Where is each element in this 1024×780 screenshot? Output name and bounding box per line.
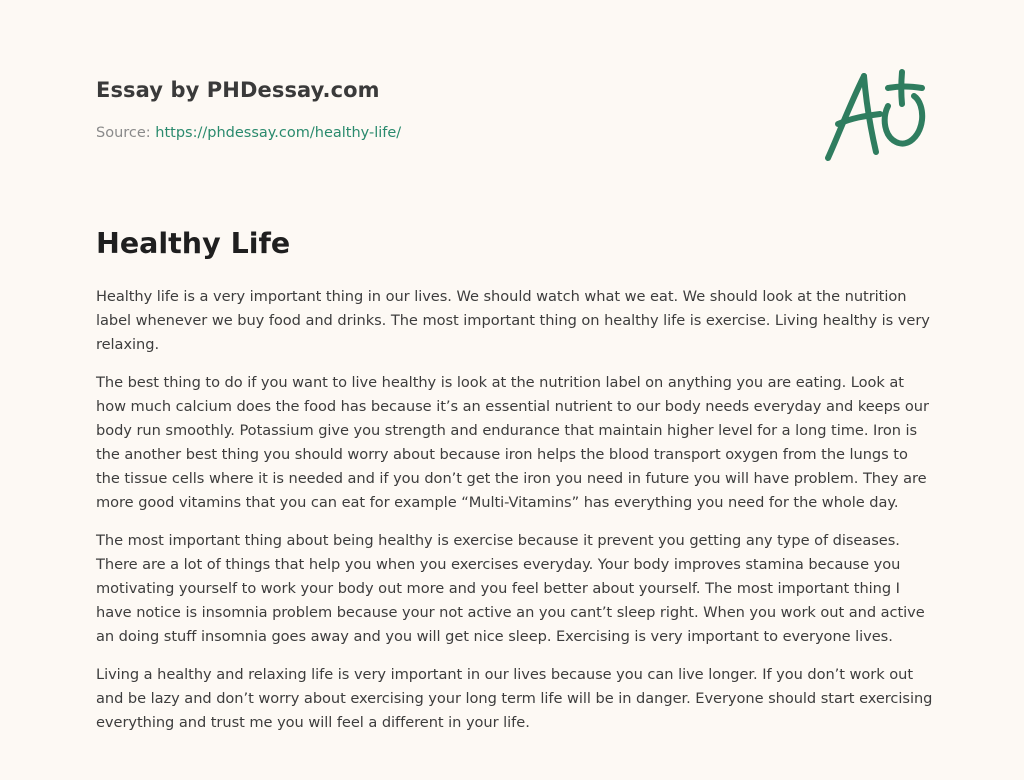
source-label: Source:	[96, 125, 156, 141]
essay-paragraph: Living a healthy and relaxing life is very important in our lives because you can live longer. If you don’t work out and be lazy and don’t worry about exercising your long term life will be in danger. Everyone should start exercising everything and trust me you will feel a different in your life.	[96, 666, 933, 731]
essay-paragraph: The best thing to do if you want to live healthy is look at the nutrition label on anything you are eating. Look at how much calcium does the food has because it’s an essential nutrient to our body needs everyday and keeps our body run smoothly. Potassium give you strength and endurance that maintain higher level for a long time. Iron is the another best thing you should worry about because iron helps the blood transport oxygen from the lungs to the tissue cells where it is needed and if you don’t get the iron you need in future you will have problem. They are more good vitamins that you can eat for example “Multi-Vitamins” has everything you need for the whole day.	[96, 374, 929, 511]
site-title: Essay by PHDessay.com	[96, 78, 380, 102]
source-link[interactable]: https://phdessay.com/healthy-life/	[155, 125, 402, 141]
essay-header	[96, 74, 796, 143]
source-line	[96, 123, 796, 143]
essay-paragraph: The most important thing about being healthy is exercise because it prevent you getting any type of diseases. There are a lot of things that help you when you exercises everyday. Your body improves stamina because you motivating yourself to work your body out more and you feel better about yourself. The most important thing I have notice is insomnia problem because your not active an you cant’t sleep right. When you work out and active an doing stuff insomnia goes away and you will get nice sleep. Exercising is very important to everyone lives.	[96, 532, 925, 645]
a-plus-grade-icon	[818, 66, 930, 166]
essay-paragraph: Healthy life is a very important thing in our lives. We should watch what we eat. We should look at the nutrition label whenever we buy food and drinks. The most important thing on healthy life is exercise. Living healthy is very relaxing.	[96, 288, 930, 353]
essay-title: Healthy Life	[96, 227, 291, 260]
essay-body	[96, 285, 936, 749]
